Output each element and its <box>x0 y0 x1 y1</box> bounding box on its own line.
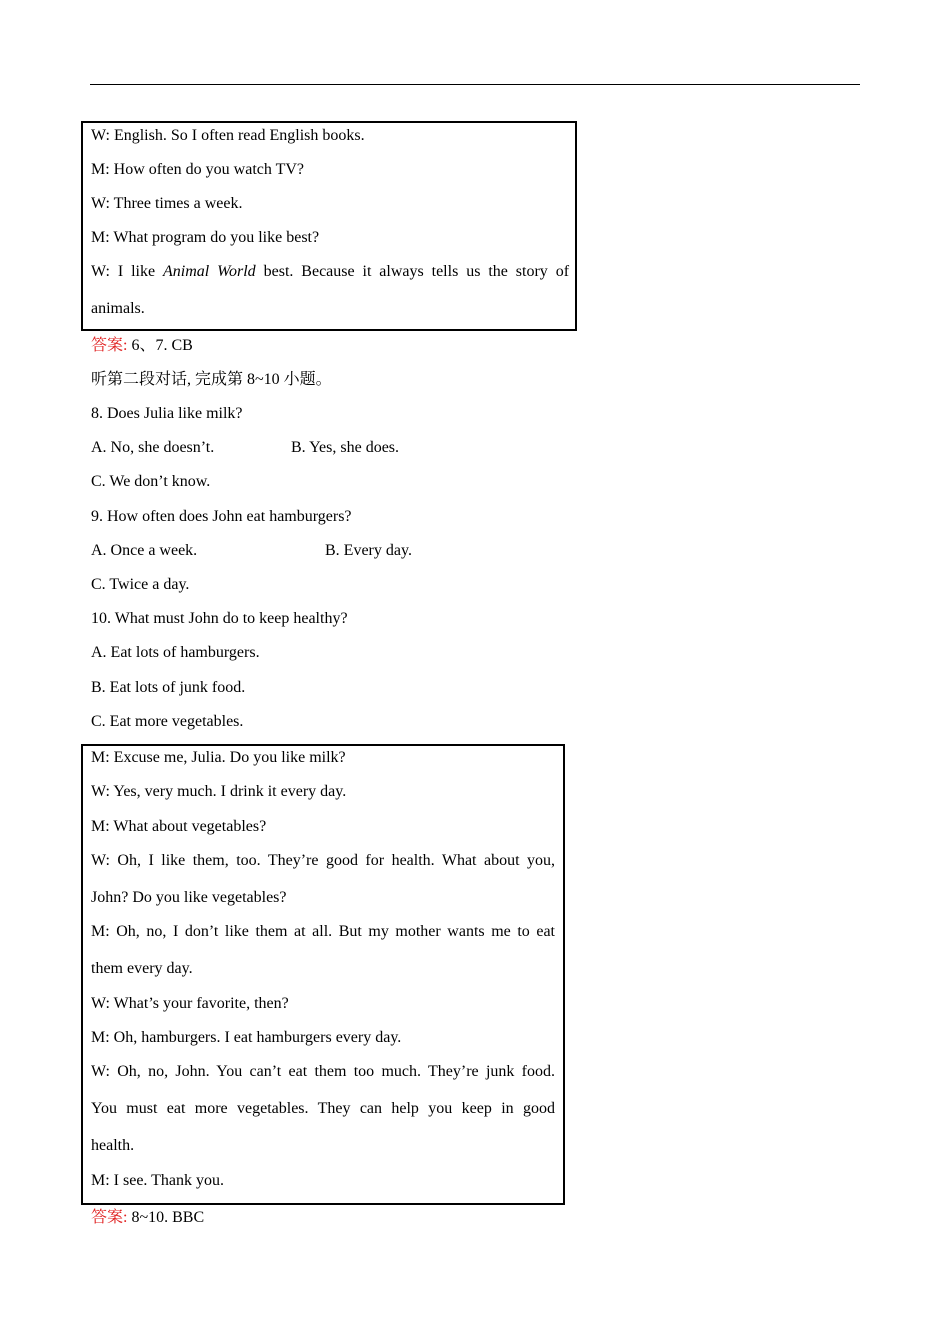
q8-option-b: B. Yes, she does. <box>291 439 400 456</box>
answer-1 <box>91 336 193 356</box>
dialogue2-line-8a: W: Oh, no, John. You can’t eat them too much. They’re junk food. <box>91 1063 555 1080</box>
section2-intro: 听第二段对话, 完成第 8~10 小题。 <box>91 371 332 388</box>
dialogue2-line-8c: health. <box>91 1137 135 1154</box>
dialogue2-line-5b: them every day. <box>91 960 193 977</box>
dialogue1-line-5-cont: animals. <box>91 300 145 317</box>
q10-option-b: B. Eat lots of junk food. <box>91 679 246 696</box>
dialogue2-line-5a: M: Oh, no, I don’t like them at all. But my mother wants me to eat <box>91 923 555 940</box>
dialogue2-line-8b: You must eat more vegetables. They can help you keep in good <box>91 1100 555 1117</box>
q9-option-b: B. Every day. <box>325 542 412 559</box>
answer-value: 8~10. BBC <box>131 1209 205 1226</box>
q8-option-c: C. We don’t know. <box>91 473 211 490</box>
dialogue2-line-4a: W: Oh, I like them, too. They’re good for health. What about you, <box>91 852 555 869</box>
dialogue2-line-7: M: Oh, hamburgers. I eat hamburgers every day. <box>91 1029 402 1046</box>
dialogue2-line-6: W: What’s your favorite, then? <box>91 995 289 1012</box>
q8-stem: 8. Does Julia like milk? <box>91 405 243 422</box>
dialogue2-line-4b: John? Do you like vegetables? <box>91 889 287 906</box>
dialogue1-line-4: M: What program do you like best? <box>91 229 320 246</box>
answer-2 <box>91 1208 204 1228</box>
q9-option-c: C. Twice a day. <box>91 576 190 593</box>
dialogue1-line-1: W: English. So I often read English books. <box>91 127 365 144</box>
dialogue-box-1 <box>81 121 577 331</box>
q9-option-a: A. Once a week. <box>91 542 198 559</box>
line5-prefix: W: I like <box>91 263 156 280</box>
answer-value: 6、7. CB <box>131 337 193 354</box>
answer-label: 答案: <box>91 1209 128 1226</box>
program-title: Animal World <box>163 263 256 280</box>
dialogue2-line-1: M: Excuse me, Julia. Do you like milk? <box>91 749 346 766</box>
q9-stem: 9. How often does John eat hamburgers? <box>91 508 352 525</box>
q8-option-a: A. No, she doesn’t. <box>91 439 215 456</box>
line5-suffix: best. Because it always tells us the story of <box>263 263 570 280</box>
q10-stem: 10. What must John do to keep healthy? <box>91 610 348 627</box>
dialogue1-line-5 <box>91 262 569 282</box>
dialogue1-line-2: M: How often do you watch TV? <box>91 161 304 178</box>
header-rule <box>90 84 860 85</box>
q10-option-c: C. Eat more vegetables. <box>91 713 244 730</box>
dialogue2-line-2: W: Yes, very much. I drink it every day. <box>91 783 347 800</box>
dialogue1-line-3: W: Three times a week. <box>91 195 243 212</box>
answer-label: 答案: <box>91 337 128 354</box>
dialogue2-line-9: M: I see. Thank you. <box>91 1172 225 1189</box>
dialogue2-line-3: M: What about vegetables? <box>91 818 267 835</box>
q10-option-a: A. Eat lots of hamburgers. <box>91 644 260 661</box>
